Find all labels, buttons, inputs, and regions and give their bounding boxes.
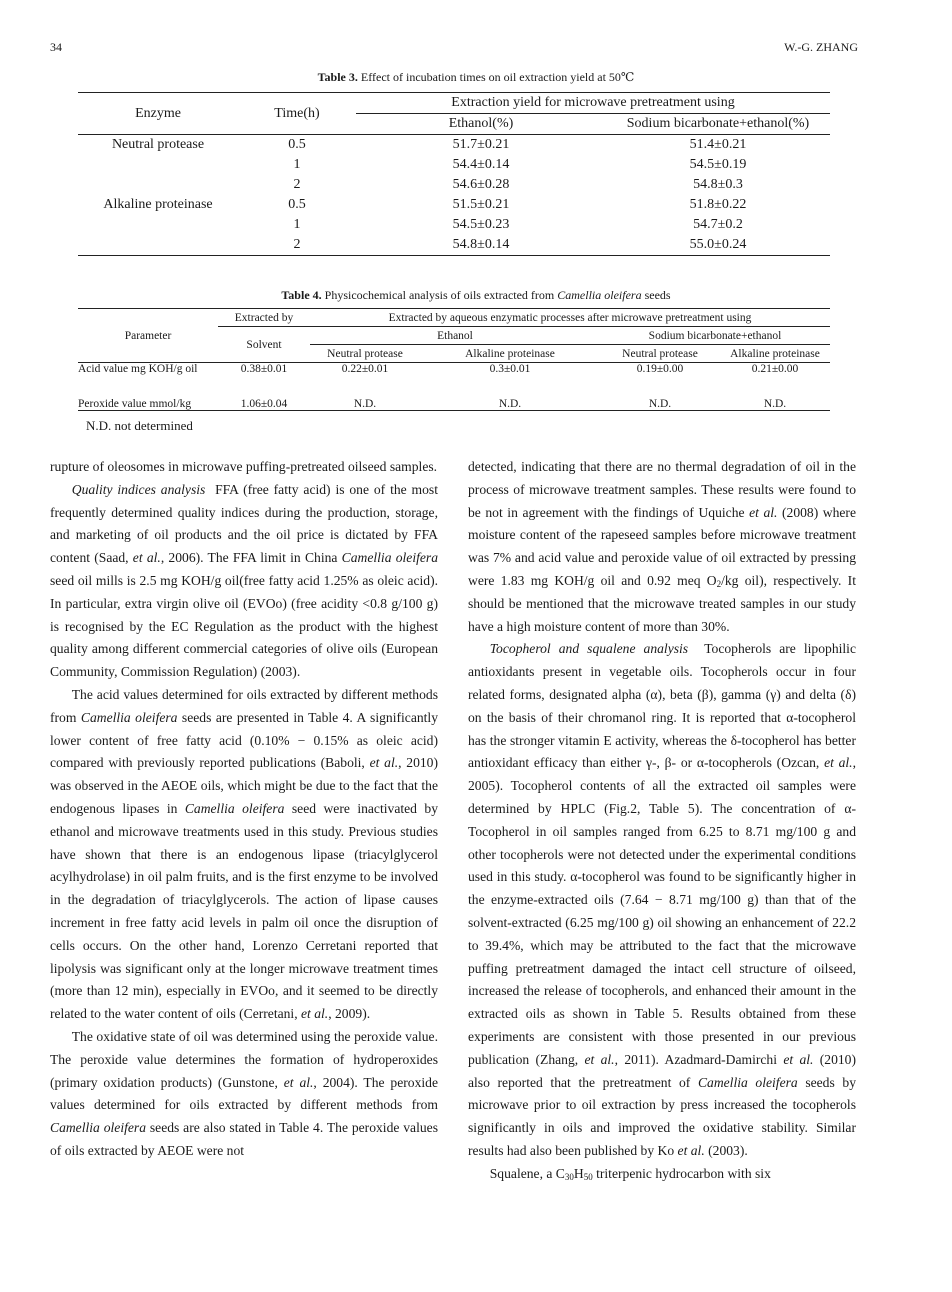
table-cell: 51.7±0.21 (452, 137, 510, 152)
table-cell: 0.5 (288, 197, 306, 212)
table4-footnote: N.D. not determined (86, 418, 193, 433)
table3-header-time: Time(h) (238, 93, 356, 135)
table3-caption-label: Table 3. (317, 70, 358, 84)
table-row (78, 195, 830, 215)
table-cell: 54.5±0.23 (452, 217, 510, 232)
table-cell: N.D. (763, 398, 787, 410)
table4-header-sodium: Sodium bicarbonate+ethanol (600, 327, 830, 345)
table-cell: 0.19±0.00 (636, 363, 684, 375)
table-cell (78, 215, 238, 235)
paragraph: Squalene, a $C_{30}H_{50}$ triterpenic hydrocarbon with six (489, 1165, 771, 1182)
table-cell: N.D. (498, 398, 522, 410)
table4-header-ethanol: Ethanol (310, 327, 600, 345)
table4-header-e-neutral: Neutral protease (310, 345, 420, 363)
paragraph: The acid values determined for oils extracted by different methods from Camellia oleifera seeds are presented in Table 4. A significantly lower content of free fatty acid (0.10% − 0.15% as oleic acid) compared with previously reported publications (Baboli, et al., 2010) was observed in the AEOE oils, which might be due to the fact that the endogenous lipases in Camellia oleifera seed were inactivated by ethanol and microwave treatments used in this study. Previous studies have shown that there is an endogenous lipase (triacylglycerol acylhydrolase) in oil palm fruits, and is the first enzyme to be involved in the degradation of triacylglycerols. The action of lipase causes increment in free fatty acid levels in palm oil once the disruption of cells occurs. On the other hand, Lorenzo Cerretani reported that lipolysis was significant only at the longer microwave treatment times (more than 12 min), especially in EVOo, and it seemed to be directly related to the water content of oils (Cerretani, et al., 2009). (50, 686, 439, 1022)
table-cell: 51.5±0.21 (452, 197, 510, 212)
table3-caption-text: Effect of incubation times on oil extraction yield at 50℃ (360, 70, 635, 84)
table-cell: 54.6±0.28 (452, 177, 510, 192)
table-cell: 0.38±0.01 (240, 363, 288, 375)
table4-header-e-alkaline: Alkaline proteinase (420, 345, 600, 363)
table-cell: N.D. (353, 398, 377, 410)
paragraph: Tocopherol and squalene analysis Tocopherols are lipophilic antioxidants present in vegetable oils. Tocopherols occur in four related forms, designated alpha (α), beta (β), gamma (γ) and delta (δ) on the basis of their chromanol ring. It is reported that α-tocopherol has the stronger vitamin E activity, whereas the δ-tocopherol has better antioxidant efficacy than either γ-, β- or α-tocopherols (Ozcan, et al., 2005). Tocopherol contents of all the extracted oil samples were determined by HPLC (Fig.2, Table 5). The concentration of α-Tocopherol in oil samples ranged from 6.25 to 8.71 mg/100 g and other tocopherols were not detected under the experimental conditions used in this study. α-tocopherol was found to be significantly higher in the enzyme-extracted oils (7.64 − 8.71 mg/100 g) than that of the solvent-extracted (6.25 mg/100 g) oil showing an enhancement of 22.2 to 39.4%, which may be attributed to the fact that the microwave puffing pretreatment damaged the intact cell structure of oilseed, increased the release of tocopherols, and enhanced their amount in the extracted oils as shown in Table 5. Results obtained from these experiments are consistent with those presented in our previous publication (Zhang, et al., 2011). Azadmard-Damirchi et al. (2010) also reported that the pretreatment of Camellia oleifera seeds by microwave prior to oil extraction by press increased the tocopherols significantly in oils and improved the oxidative stability. Similar results had also been published by Ko et al. (2003). (468, 641, 857, 1158)
table-row (78, 235, 830, 256)
table-cell: 54.4±0.14 (452, 157, 510, 172)
table-cell: 55.0±0.24 (689, 237, 747, 252)
table4-header-parameter: Parameter (78, 309, 218, 363)
paragraph: rupture of oleosomes in microwave puffing-pretreated oilseed samples. (50, 459, 438, 474)
table4-caption-label: Table 4. (281, 288, 322, 302)
paragraph: Quality indices analysis FFA (free fatty acid) is one of the most frequently determined quality indices during the production, storage, and marketing of oil products and the oil price is dictated by FFA content (Saad, et al., 2006). The FFA limit in China Camellia oleifera seed oil mills is 2.5 mg KOH/g oil(free fatty acid 1.25% as oleic acid). In particular, extra virgin olive oil (EVOo) (free acidity <0.8 g/100 g) is recognised by the EC Regulation as the product with the highest quality among different commercial categories of olive oils (European Community, Commission Regulation) (2003). (50, 481, 438, 680)
page-number: 34 (50, 40, 62, 54)
table4-caption (0, 288, 952, 303)
table-cell: Alkaline proteinase (103, 197, 213, 212)
table-cell: 2 (293, 237, 301, 252)
right-column (468, 456, 856, 1186)
table4-header-group: Extracted by aqueous enzymatic processes after microwave pretreatment using (310, 309, 830, 327)
table3-header-sodium: Sodium bicarbonate+ethanol(%) (606, 114, 830, 135)
table-cell (78, 175, 238, 195)
table4-caption-species: Camellia oleifera (557, 288, 642, 302)
table4-caption-tail: seeds (644, 288, 671, 302)
table4-header-solvent: Solvent (218, 327, 310, 363)
paragraph: The oxidative state of oil was determined using the peroxide value. The peroxide value determines the formation of hydroperoxides (primary oxidation products) (Gunstone, et al., 2004). The peroxide values determined for oils extracted by different methods from Camellia oleifera seeds are also stated in Table 4. The peroxide values of oils extracted by AEOE were not (50, 1028, 438, 1158)
table-cell: 1 (293, 217, 301, 232)
table-cell: 1 (293, 157, 301, 172)
table-cell: 54.8±0.3 (693, 177, 743, 192)
left-column (50, 456, 438, 1163)
table-row (78, 215, 830, 235)
table-cell: Peroxide value mmol/kg (78, 398, 192, 410)
table-row (78, 387, 830, 411)
table-cell: 2 (293, 177, 301, 192)
table4-header-extracted-by: Extracted by (218, 309, 310, 327)
table-cell: 0.3±0.01 (489, 363, 531, 375)
table4-caption-text: Physicochemical analysis of oils extracted from (324, 288, 555, 302)
table-cell: 51.8±0.22 (689, 197, 747, 212)
table3-header-group: Extraction yield for microwave pretreatment using (356, 93, 830, 114)
table3 (78, 92, 830, 256)
table-row (78, 135, 830, 156)
table-cell: 54.7±0.2 (693, 217, 743, 232)
table3-header-ethanol: Ethanol(%) (356, 114, 606, 135)
table-cell: 51.4±0.21 (689, 137, 747, 152)
table-cell: 0.21±0.00 (751, 363, 799, 375)
table-cell (78, 235, 238, 256)
table3-caption (0, 70, 952, 85)
table-cell (78, 155, 238, 175)
table-cell: Acid value mg KOH/g oil (78, 363, 198, 375)
table-cell: Neutral protease (111, 137, 205, 152)
table4-header-s-alkaline: Alkaline proteinase (720, 345, 830, 363)
table-cell: 0.22±0.01 (341, 363, 389, 375)
table3-header-enzyme: Enzyme (78, 93, 238, 135)
table-cell: N.D. (648, 398, 672, 410)
running-author: W.-G. ZHANG (784, 40, 858, 54)
table-row (78, 363, 830, 387)
table-row (78, 155, 830, 175)
table-row (78, 175, 830, 195)
table-cell: 54.5±0.19 (689, 157, 747, 172)
table-cell: 0.5 (288, 137, 306, 152)
table-cell: 54.8±0.14 (452, 237, 510, 252)
table4-header-s-neutral: Neutral protease (600, 345, 720, 363)
table4 (78, 308, 830, 411)
table-cell: 1.06±0.04 (240, 398, 288, 410)
paragraph: detected, indicating that there are no thermal degradation of oil in the process of microwave treatment samples. These results were found to be not in agreement with the findings of Uquiche et al. (2008) where moisture content of the rapeseed samples before microwave treatment was 7% and acid value and peroxide value of oil extracted by pressing were 1.83 mg KOH/g oil and 0.92 meq $O_2/kg$ oil), respectively. It should be mentioned that the microwave treated samples in our study have a high moisture content of more than 30%. (468, 459, 856, 634)
